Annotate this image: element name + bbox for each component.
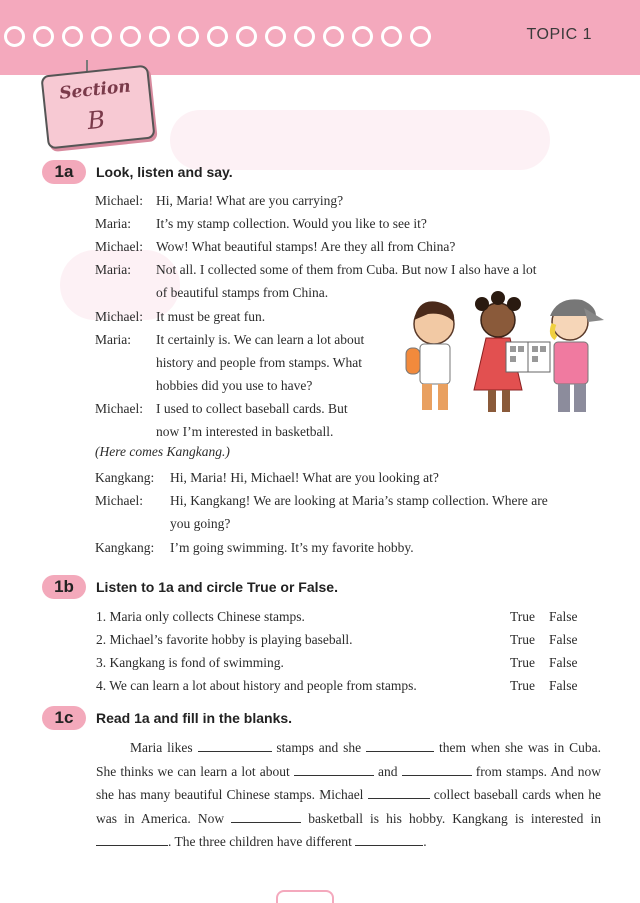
dialogue-line: now I’m interested in basketball.	[156, 424, 334, 439]
passage-text: basketball is his hobby. Kangkang is interested in	[308, 810, 601, 826]
children-illustration	[398, 290, 606, 418]
dialogue-line: you going?	[170, 516, 231, 531]
true-option[interactable]: True	[510, 609, 536, 624]
binder-rings	[0, 20, 431, 54]
passage-text: stamps and she	[276, 740, 362, 755]
fill-in-passage	[96, 736, 601, 854]
dialogue-line: Wow! What beautiful stamps! Are they all from China?	[156, 239, 456, 254]
ring-icon	[323, 26, 344, 47]
passage-text: them when she was in Cuba. She thinks we can learn a lot about	[96, 740, 601, 779]
speaker: Michael:	[95, 309, 143, 324]
dialogue-line: It must be great fun.	[156, 309, 266, 324]
passage-text: from stamps. And now she has many beautiful Chinese stamps. Michael	[96, 763, 602, 802]
exercise-badge-1b: 1b	[42, 575, 86, 599]
footer-decoration	[276, 890, 334, 903]
dialogue-line: Hi, Maria! Hi, Michael! What are you looking at?	[170, 470, 439, 485]
dialogue-line: I’m going swimming. It’s my favorite hobby.	[170, 540, 414, 555]
answer-blank[interactable]	[294, 763, 374, 776]
ring-icon	[352, 26, 373, 47]
answer-blank[interactable]	[231, 810, 301, 823]
section-tag	[40, 65, 155, 150]
topic-label: TOPIC 1	[526, 26, 592, 43]
ring-icon	[91, 26, 112, 47]
ring-icon	[294, 26, 315, 47]
ring-icon	[4, 26, 25, 47]
true-option[interactable]: True	[510, 678, 536, 693]
false-option[interactable]: False	[549, 632, 578, 647]
dialogue-line: Not all. I collected some of them from Cuba. But now I also have a lot	[156, 262, 537, 277]
statement: 3. Kangkang is fond of swimming.	[96, 655, 284, 670]
answer-blank[interactable]	[368, 786, 430, 799]
answer-blank[interactable]	[198, 739, 272, 752]
ring-icon	[207, 26, 228, 47]
speaker: Maria:	[95, 262, 131, 277]
false-option[interactable]: False	[549, 655, 578, 670]
statement: 2. Michael’s favorite hobby is playing baseball.	[96, 632, 353, 647]
section-title: Section	[58, 76, 132, 104]
false-option[interactable]: False	[549, 609, 578, 624]
answer-blank[interactable]	[96, 833, 168, 846]
statement: 4. We can learn a lot about history and people from stamps.	[96, 678, 417, 693]
passage-text: Maria likes	[130, 740, 193, 755]
dialogue-line: Hi, Maria! What are you carrying?	[156, 193, 344, 208]
dialogue-line: Hi, Kangkang! We are looking at Maria’s stamp collection. Where are	[170, 493, 548, 508]
ring-icon	[236, 26, 257, 47]
ring-icon	[149, 26, 170, 47]
page-header	[0, 0, 640, 75]
background-decoration	[170, 110, 550, 170]
exercise-badge-1a: 1a	[42, 160, 86, 184]
speaker: Michael:	[95, 193, 143, 208]
true-option[interactable]: True	[510, 632, 536, 647]
passage-text: and	[378, 763, 398, 779]
speaker: Kangkang:	[95, 540, 155, 555]
ring-icon	[265, 26, 286, 47]
speaker: Maria:	[95, 332, 131, 347]
girl-figure	[474, 291, 550, 412]
ring-icon	[381, 26, 402, 47]
speaker: Kangkang:	[95, 470, 155, 485]
section-letter: B	[85, 105, 107, 136]
ring-icon	[33, 26, 54, 47]
passage-text: .	[423, 834, 427, 849]
instruction-1a: Look, listen and say.	[96, 164, 233, 180]
answer-blank[interactable]	[355, 833, 423, 846]
speaker: Maria:	[95, 216, 131, 231]
stage-direction: (Here comes Kangkang.)	[95, 444, 230, 459]
passage-text: . The three children have different	[168, 834, 352, 849]
dialogue-line: history and people from stamps. What	[156, 355, 362, 370]
ring-icon	[410, 26, 431, 47]
false-option[interactable]: False	[549, 678, 578, 693]
dialogue-line: of beautiful stamps from China.	[156, 285, 329, 300]
answer-blank[interactable]	[402, 763, 472, 776]
speaker: Michael:	[95, 493, 143, 508]
instruction-1c: Read 1a and fill in the blanks.	[96, 710, 293, 726]
ring-icon	[120, 26, 141, 47]
dialogue-line: hobbies did you use to have?	[156, 378, 313, 393]
dialogue-line: It’s my stamp collection. Would you like to see it?	[156, 216, 427, 231]
speaker: Michael:	[95, 239, 143, 254]
answer-blank[interactable]	[366, 739, 434, 752]
boy-figure	[406, 301, 454, 410]
ring-icon	[62, 26, 83, 47]
statement: 1. Maria only collects Chinese stamps.	[96, 609, 305, 624]
true-option[interactable]: True	[510, 655, 536, 670]
boy-cap-figure	[550, 299, 604, 412]
dialogue-line: I used to collect baseball cards. But	[156, 401, 348, 416]
instruction-1b: Listen to 1a and circle True or False.	[96, 579, 338, 595]
passage-text: collect baseball cards when he was in America. Now	[96, 787, 602, 826]
exercise-badge-1c: 1c	[42, 706, 86, 730]
speaker: Michael:	[95, 401, 143, 416]
ring-icon	[178, 26, 199, 47]
dialogue-line: It certainly is. We can learn a lot about	[156, 332, 365, 347]
